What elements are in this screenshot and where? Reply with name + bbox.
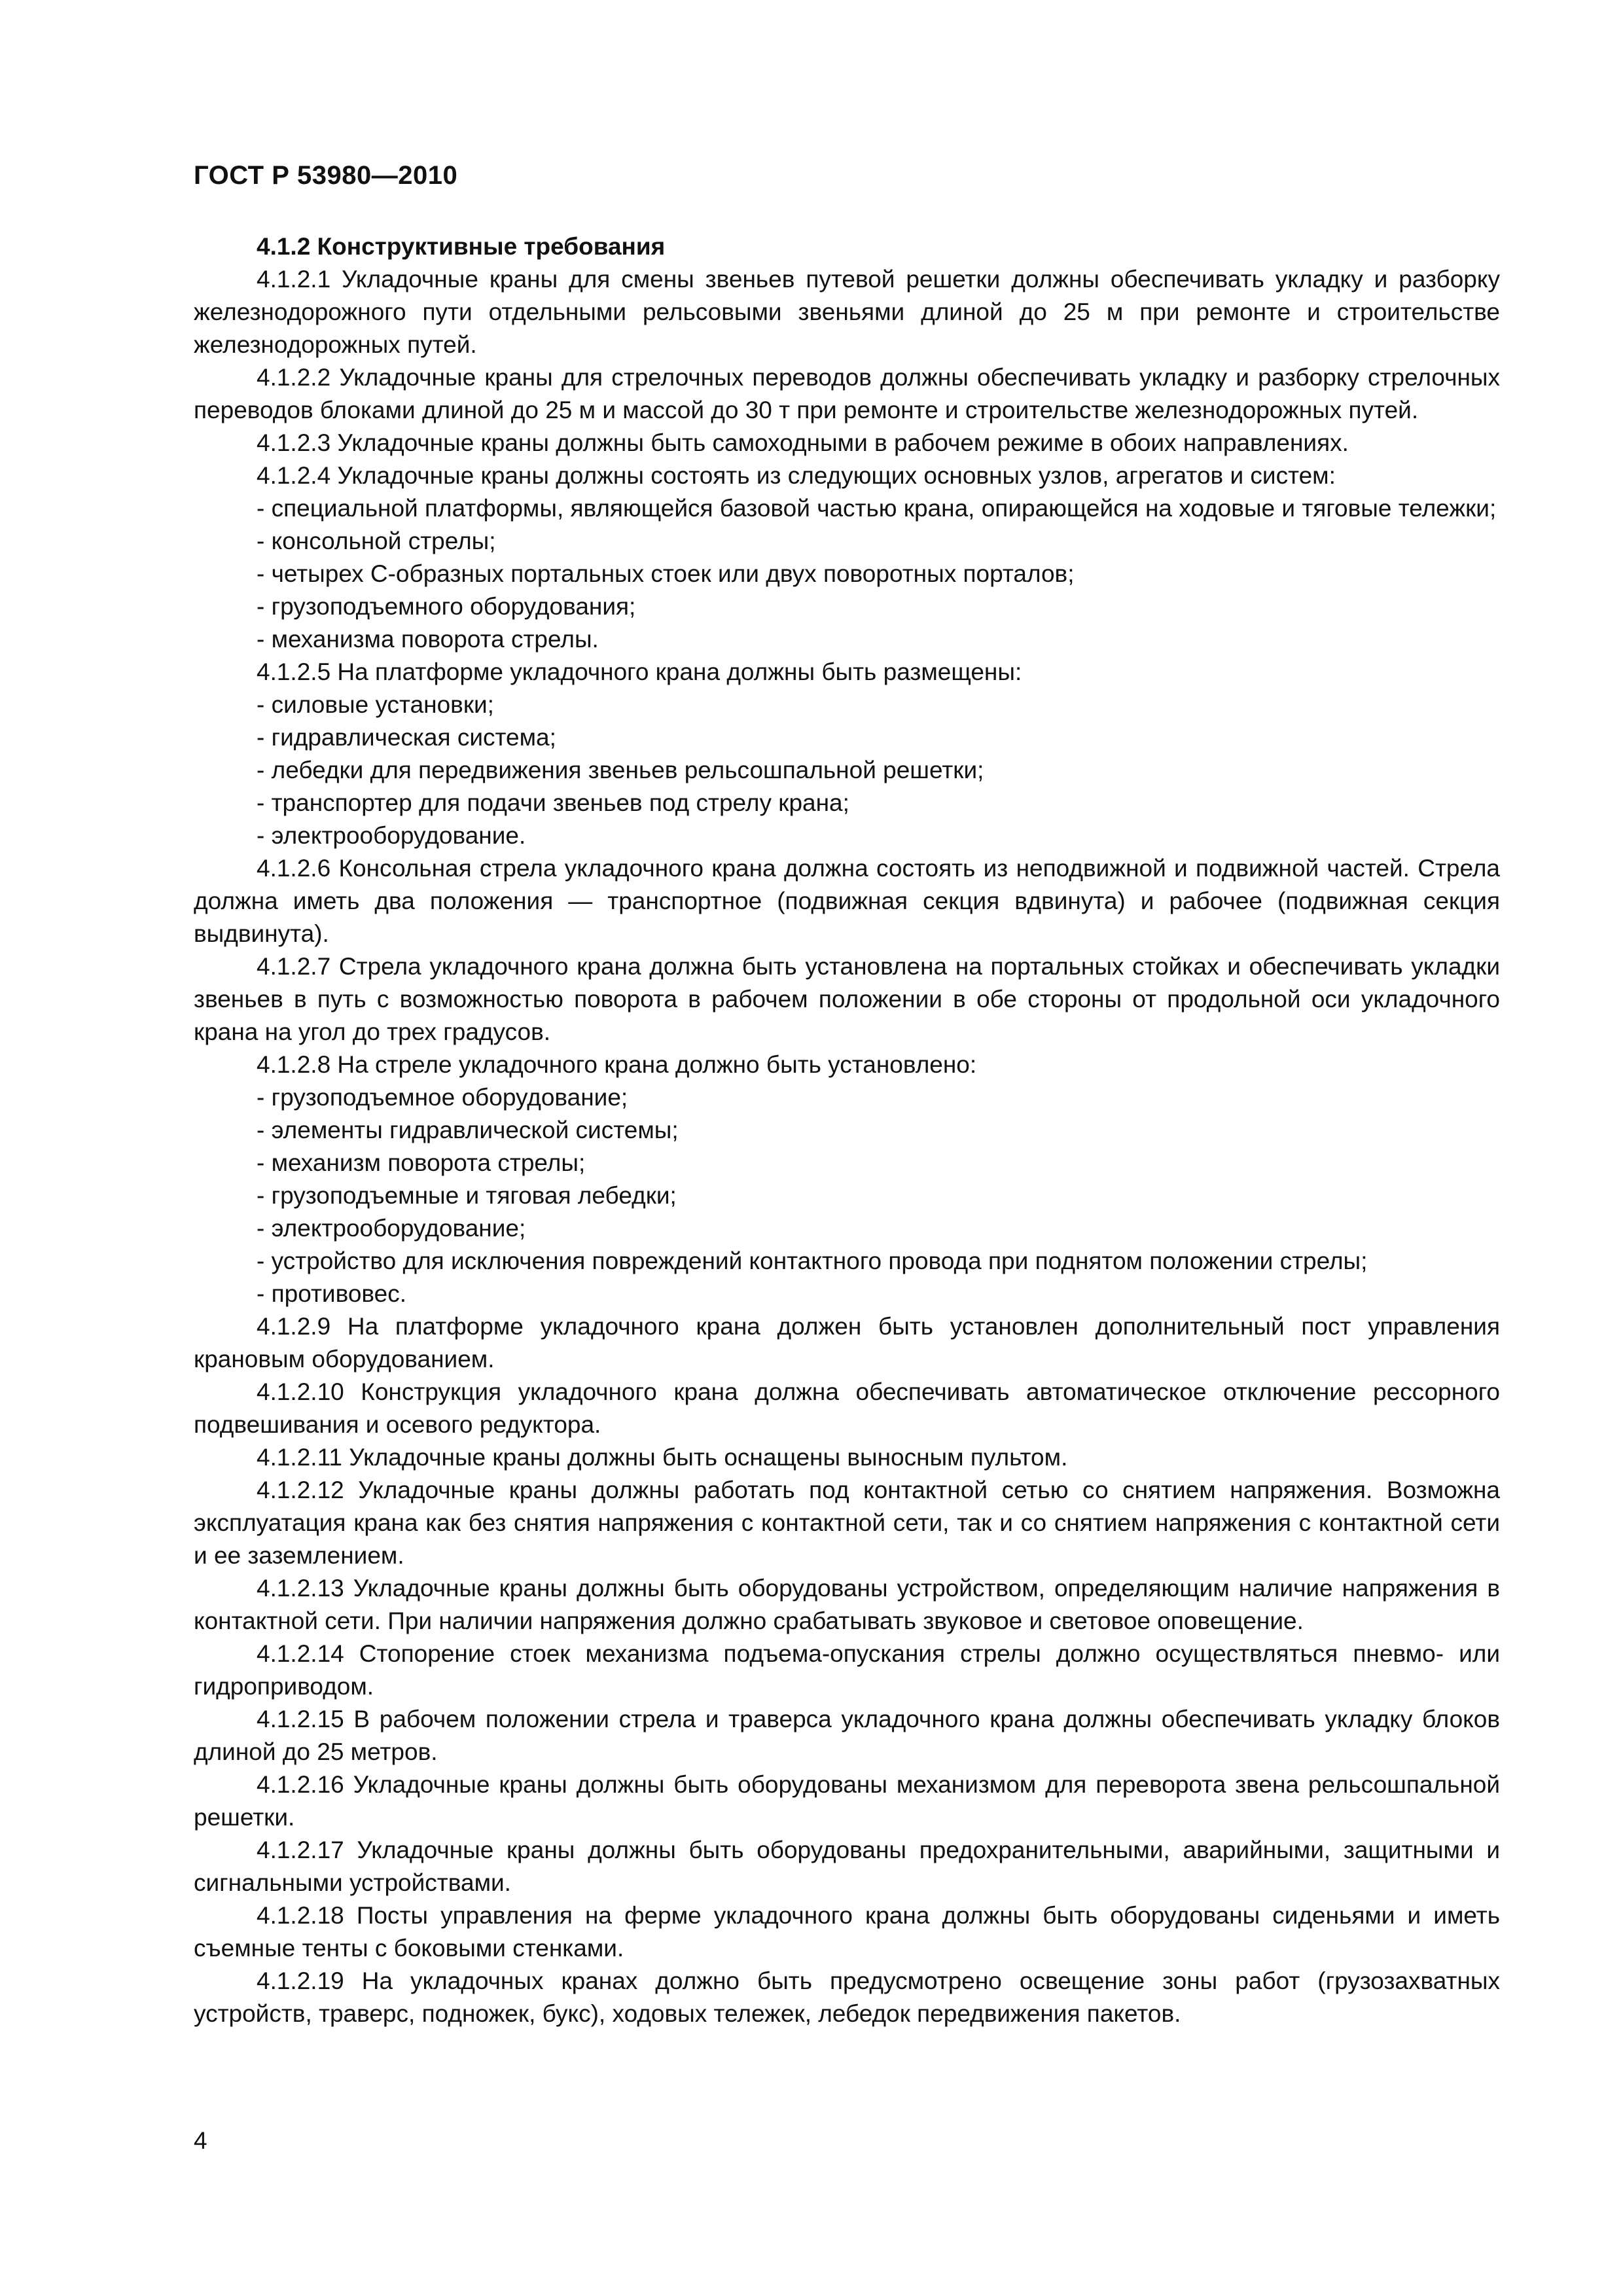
list-item: - грузоподъемные и тяговая лебедки; [257, 1182, 677, 1209]
list-item: - противовес. [257, 1280, 407, 1307]
paragraph-4-1-2-15: 4.1.2.15 В рабочем положении стрела и траверса укладочного крана должны обеспечивать укладку блоков длиной до 25 метров. [194, 1706, 1500, 1765]
list-item: - транспортер для подачи звеньев под стрелу крана; [257, 789, 849, 816]
paragraph-4-1-2-4: 4.1.2.4 Укладочные краны должны состоять из следующих основных узлов, агрегатов и систем: [257, 462, 1336, 489]
paragraph-4-1-2-18: 4.1.2.18 Посты управления на ферме укладочного крана должны быть оборудованы сиденьями и иметь съемные тенты с боковыми стенками. [194, 1902, 1500, 1962]
list-item: - грузоподъемное оборудование; [257, 1084, 628, 1111]
list-item: - лебедки для передвижения звеньев рельсошпальной решетки; [257, 757, 984, 783]
paragraph-4-1-2-12: 4.1.2.12 Укладочные краны должны работать под контактной сетью со снятием напряжения. Возможна эксплуатация крана как без снятия напряжения с контактной сети, так и со снятием напряжения с контактной сети и ее заземлением. [194, 1477, 1500, 1569]
document-header: ГОСТ Р 53980—2010 [194, 161, 458, 190]
list-item: - четырех С-образных портальных стоек или двух поворотных порталов; [257, 560, 1075, 587]
paragraph-4-1-2-7: 4.1.2.7 Стрела укладочного крана должна быть установлена на портальных стойках и обеспечивать укладки звеньев в путь с возможностью поворота в рабочем положении в обе стороны от продольной оси укладочного крана на угол до трех градусов. [194, 953, 1500, 1045]
paragraph-4-1-2-9: 4.1.2.9 На платформе укладочного крана должен быть установлен дополнительный пост управления крановым оборудованием. [194, 1313, 1500, 1372]
list-item: - механизм поворота стрелы; [257, 1149, 586, 1176]
list-item: - механизма поворота стрелы. [257, 626, 599, 653]
list-item: - специальной платформы, являющейся базовой частью крана, опирающейся на ходовые и тяговые тележки; [257, 495, 1497, 522]
paragraph-4-1-2-14: 4.1.2.14 Стопорение стоек механизма подъема-опускания стрелы должно осуществляться пневмо- или гидроприводом. [194, 1640, 1500, 1700]
paragraph-4-1-2-16: 4.1.2.16 Укладочные краны должны быть оборудованы механизмом для переворота звена рельсошпальной решетки. [194, 1771, 1500, 1831]
paragraph-4-1-2-11: 4.1.2.11 Укладочные краны должны быть оснащены выносным пультом. [257, 1444, 1068, 1471]
paragraph-4-1-2-3: 4.1.2.3 Укладочные краны должны быть самоходными в рабочем режиме в обоих направлениях. [257, 429, 1349, 456]
paragraph-4-1-2-2: 4.1.2.2 Укладочные краны для стрелочных переводов должны обеспечивать укладку и разборку стрелочных переводов блоками длиной до 25 м и массой до 30 т при ремонте и строительстве железнодорожных путей. [194, 364, 1500, 423]
list-item: - силовые установки; [257, 691, 494, 718]
document-body [194, 230, 1500, 2030]
section-title: 4.1.2 Конструктивные требования [257, 233, 666, 260]
list-item: - гидравлическая система; [257, 724, 556, 751]
paragraph-4-1-2-8: 4.1.2.8 На стреле укладочного крана должно быть установлено: [257, 1051, 977, 1078]
list-item: - электрооборудование; [257, 1215, 526, 1242]
list-item: - устройство для исключения повреждений контактного провода при поднятом положении стрелы; [257, 1247, 1368, 1274]
list-item: - грузоподъемного оборудования; [257, 593, 636, 620]
list-item: - электрооборудование. [257, 822, 526, 849]
paragraph-4-1-2-19: 4.1.2.19 На укладочных кранах должно быть предусмотрено освещение зоны работ (грузозахватных устройств, траверс, подножек, букс), ходовых тележек, лебедок передвижения пакетов. [194, 1967, 1500, 2027]
paragraph-4-1-2-6: 4.1.2.6 Консольная стрела укладочного крана должна состоять из неподвижной и подвижной частей. Стрела должна иметь два положения — транспортное (подвижная секция вдвинута) и рабочее (подвижная секция выдвинута). [194, 855, 1500, 947]
paragraph-4-1-2-1: 4.1.2.1 Укладочные краны для смены звеньев путевой решетки должны обеспечивать укладку и разборку железнодорожного пути отдельными рельсовыми звеньями длиной до 25 м при ремонте и строительстве железнодорожных путей. [194, 266, 1500, 358]
paragraph-4-1-2-13: 4.1.2.13 Укладочные краны должны быть оборудованы устройством, определяющим наличие напряжения в контактной сети. При наличии напряжения должно срабатывать звуковое и световое оповещение. [194, 1575, 1500, 1634]
paragraph-4-1-2-10: 4.1.2.10 Конструкция укладочного крана должна обеспечивать автоматическое отключение рессорного подвешивания и осевого редуктора. [194, 1378, 1500, 1438]
paragraph-4-1-2-17: 4.1.2.17 Укладочные краны должны быть оборудованы предохранительными, аварийными, защитными и сигнальными устройствами. [194, 1837, 1500, 1896]
list-item: - элементы гидравлической системы; [257, 1117, 679, 1143]
list-item: - консольной стрелы; [257, 528, 496, 554]
paragraph-4-1-2-5: 4.1.2.5 На платформе укладочного крана должны быть размещены: [257, 658, 1022, 685]
page-number: 4 [194, 2127, 207, 2154]
